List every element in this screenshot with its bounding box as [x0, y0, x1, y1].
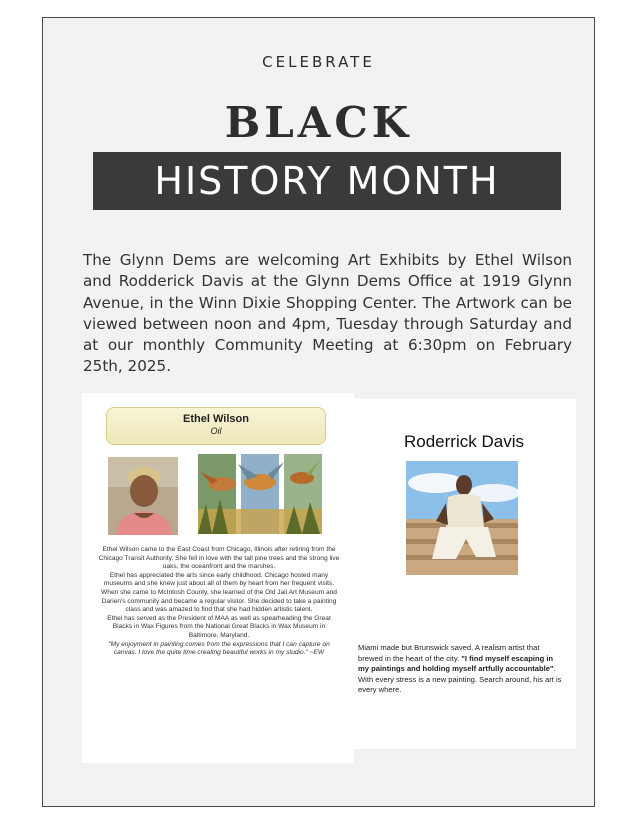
- ethel-bio-paragraph: Ethel has appreciated the arts since early childhood. Chicago hosted many museums and she knew just about all of them by heart from her frequent visits. When she came to McIntosh County, she learned of the Old Jail Art Museum and Darien's community and became a regular visitor. She decided to take a painting class and was amazed to find that she had hidden artistic talent.: [101, 571, 337, 614]
- roderrick-bio-outro: . With every stress is a new painting. Search around, his art is every where.: [358, 664, 562, 694]
- banner-text: HISTORY MONTH: [154, 159, 500, 203]
- ethel-bio-paragraph: Ethel has served as the President of MAA as well as spearheading the Great Blacks in Wax Figures from the National Great Blacks in Wax Museum in Baltimore, Maryland.: [107, 614, 331, 639]
- ethel-wilson-card: [82, 393, 354, 763]
- roderrick-name: Roderrick Davis: [404, 432, 524, 451]
- ethel-quote: "My enjoyment in painting comes from the expressions that I can capture on canvas. I love the quite time creating beautiful works in my studio." ~EW: [108, 640, 330, 657]
- celebrate-heading: CELEBRATE: [262, 53, 375, 71]
- history-month-banner: [93, 152, 561, 210]
- intro-paragraph: The Glynn Dems are welcoming Art Exhibits by Ethel Wilson and Rodderick Davis at the Glynn Dems Office at 1919 Glynn Avenue, in the Winn Dixie Shopping Center. The Artwork can be viewed between noon and 4pm, Tuesday through Saturday and at our monthly Community Meeting at 6:30pm on February 25th, 2025.: [83, 251, 572, 376]
- roderrick-bio-intro: Miami made but Brunswick saved. A realism artist that brewed in the heart of the city.: [358, 643, 540, 663]
- roderrick-portrait-photo: [406, 461, 518, 575]
- ethel-bio: [98, 546, 340, 658]
- black-heading: BLACK: [224, 98, 413, 147]
- ethel-name: Ethel Wilson: [183, 413, 249, 425]
- ethel-medium: Oil: [210, 426, 222, 436]
- roderrick-bio-quote: "I find myself escaping in my paintings and holding myself artfully accountable": [358, 653, 554, 673]
- roderrick-davis-card: [352, 399, 576, 749]
- roderrick-bio: [358, 643, 566, 696]
- ethel-bird-painting: [198, 454, 322, 534]
- ethel-name-box: [106, 407, 326, 445]
- ethel-bio-paragraph: Ethel Wilson came to the East Coast from Chicago, Illinois after retiring from the Chicago Transit Authority. She fell in love with the tall pine trees and the strong live oaks, the oceanfront and the marshes.: [98, 546, 340, 571]
- ethel-portrait-photo: [108, 457, 178, 535]
